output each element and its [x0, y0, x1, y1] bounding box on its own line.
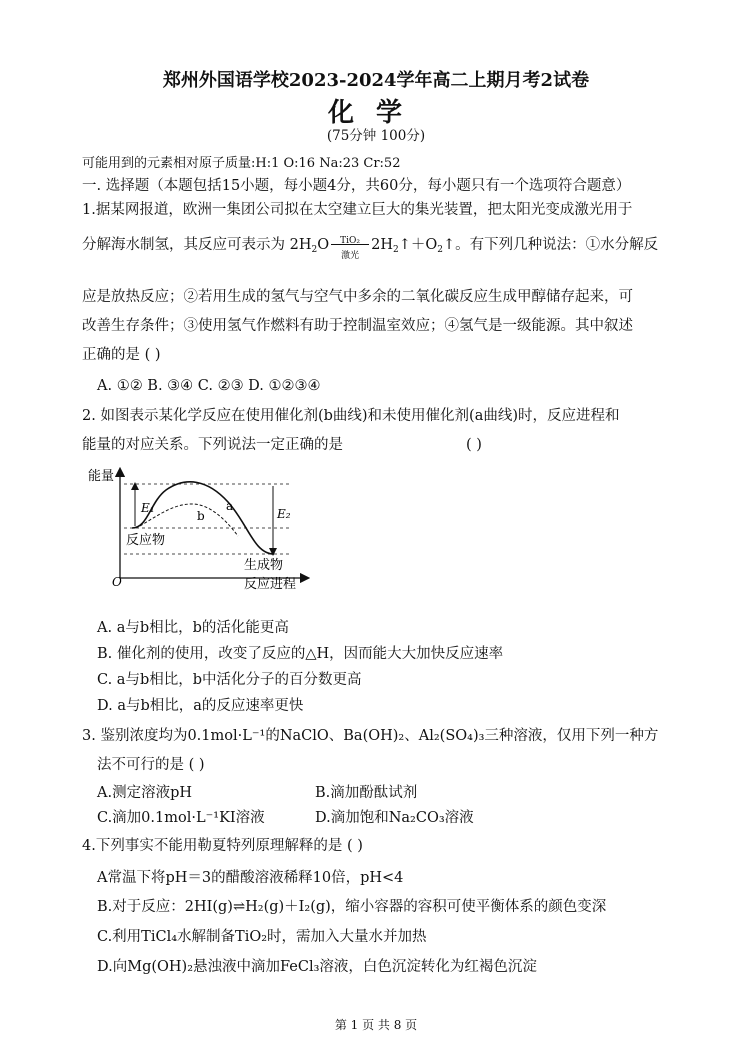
curve-a-label: a [226, 499, 234, 513]
q1-line4: 改善生存条件；③使用氢气作燃料有助于控制温室效应；④氢气是一级能源。其中叙述 [82, 318, 633, 334]
q2-line1: 2. 如图表示某化学反应在使用催化剂(b曲线)和未使用催化剂(a曲线)时，反应进程和 [82, 408, 620, 424]
q4-option-d: D.向Mg(OH)₂悬浊液中滴加FeCl₃溶液，白色沉淀转化为红褐色沉淀 [97, 959, 537, 975]
product-label: 生成物 [244, 558, 284, 573]
origin-label: O [112, 575, 122, 589]
q2-line2: 能量的对应关系。下列说法一定正确的是 [82, 437, 343, 453]
q3-option-c: C.滴加0.1mol·L⁻¹KI溶液 [97, 810, 265, 826]
q1-line1: 1.据某网报道，欧洲一集团公司拟在太空建立巨大的集光装置，把太阳光变成激光用于 [82, 202, 633, 218]
y-axis-label: 能量 [88, 469, 115, 484]
q3-line1: 3. 鉴别浓度均为0.1mol·L⁻¹的NaClO、Ba(OH)₂、Al₂(SO₄)₃三种溶液，仅用下列一种方 [82, 728, 659, 744]
q2-option-a: A. a与b相比，b的活化能更高 [97, 620, 289, 636]
q4-option-b: B.对于反应：2HI(g)⇌H₂(g)＋I₂(g)，缩小容器的容积可使平衡体系的颜色变深 [97, 899, 607, 915]
q3-option-a: A.测定溶液pH [97, 785, 193, 801]
reactant-label: 反应物 [126, 533, 166, 548]
curve-b [140, 504, 238, 536]
q3-line2: 法不可行的是 ( ) [97, 757, 205, 773]
q3-option-b: B.滴加酚酞试剂 [315, 785, 418, 801]
q2-option-b: B. 催化剂的使用，改变了反应的△H，因而能大大加快反应速率 [97, 646, 504, 662]
q4-line1: 4.下列事实不能用勒夏特列原理解释的是 ( ) [82, 838, 363, 854]
q2-answer-paren: ( ) [466, 437, 482, 453]
page-number: 第 1 页 共 8 页 [334, 1018, 418, 1032]
q3-option-d: D.滴加饱和Na₂CO₃溶液 [315, 810, 474, 826]
q4-option-c: C.利用TiCl₄水解制备TiO₂时，需加入大量水并加热 [97, 929, 427, 945]
x-axis-label: 反应进程 [244, 577, 297, 592]
subject-title: 化学 [327, 98, 424, 128]
atomic-masses: 可能用到的元素相对原子质量:H:1 O:16 Na:23 Cr:52 [82, 156, 401, 171]
q4-option-a: A常温下将pH＝3的醋酸溶液稀释10倍，pH<4 [97, 870, 404, 886]
q1-line2: 分解海水制氢，其反应可表示为 $2H_2O$ $\frac{\text{TiO₂}}{\text{激光}}$ $2H_2↑+O_2↑$。有下列几种说法：①水分解反 [82, 236, 659, 261]
q1-line5: 正确的是 ( ) [82, 347, 161, 363]
q1-options: A. ①② B. ③④ C. ②③ D. ①②③④ [97, 378, 321, 394]
q2-option-d: D. a与b相比，a的反应速率更快 [97, 698, 304, 714]
q1-line3: 应是放热反应；②若用生成的氢气与空气中多余的二氧化碳反应生成甲醇储存起来，可 [82, 289, 633, 305]
section-heading: 一. 选择题（本题包括15小题，每小题4分，共60分，每小题只有一个选项符合题意） [82, 178, 631, 194]
curve-b-label: b [197, 509, 205, 523]
reaction-condition: $\frac{\text{TiO₂}}{\text{激光}}$ [329, 235, 371, 255]
q2-option-c: C. a与b相比，b中活化分子的百分数更高 [97, 672, 362, 688]
e2-label: E₂ [277, 507, 291, 521]
energy-diagram [80, 462, 320, 594]
exam-duration: (75分钟 100分) [326, 128, 426, 144]
e1-label: E₁ [141, 501, 155, 515]
exam-title: 郑州外国语学校2023-2024学年高二上期月考2试卷 [162, 70, 590, 91]
